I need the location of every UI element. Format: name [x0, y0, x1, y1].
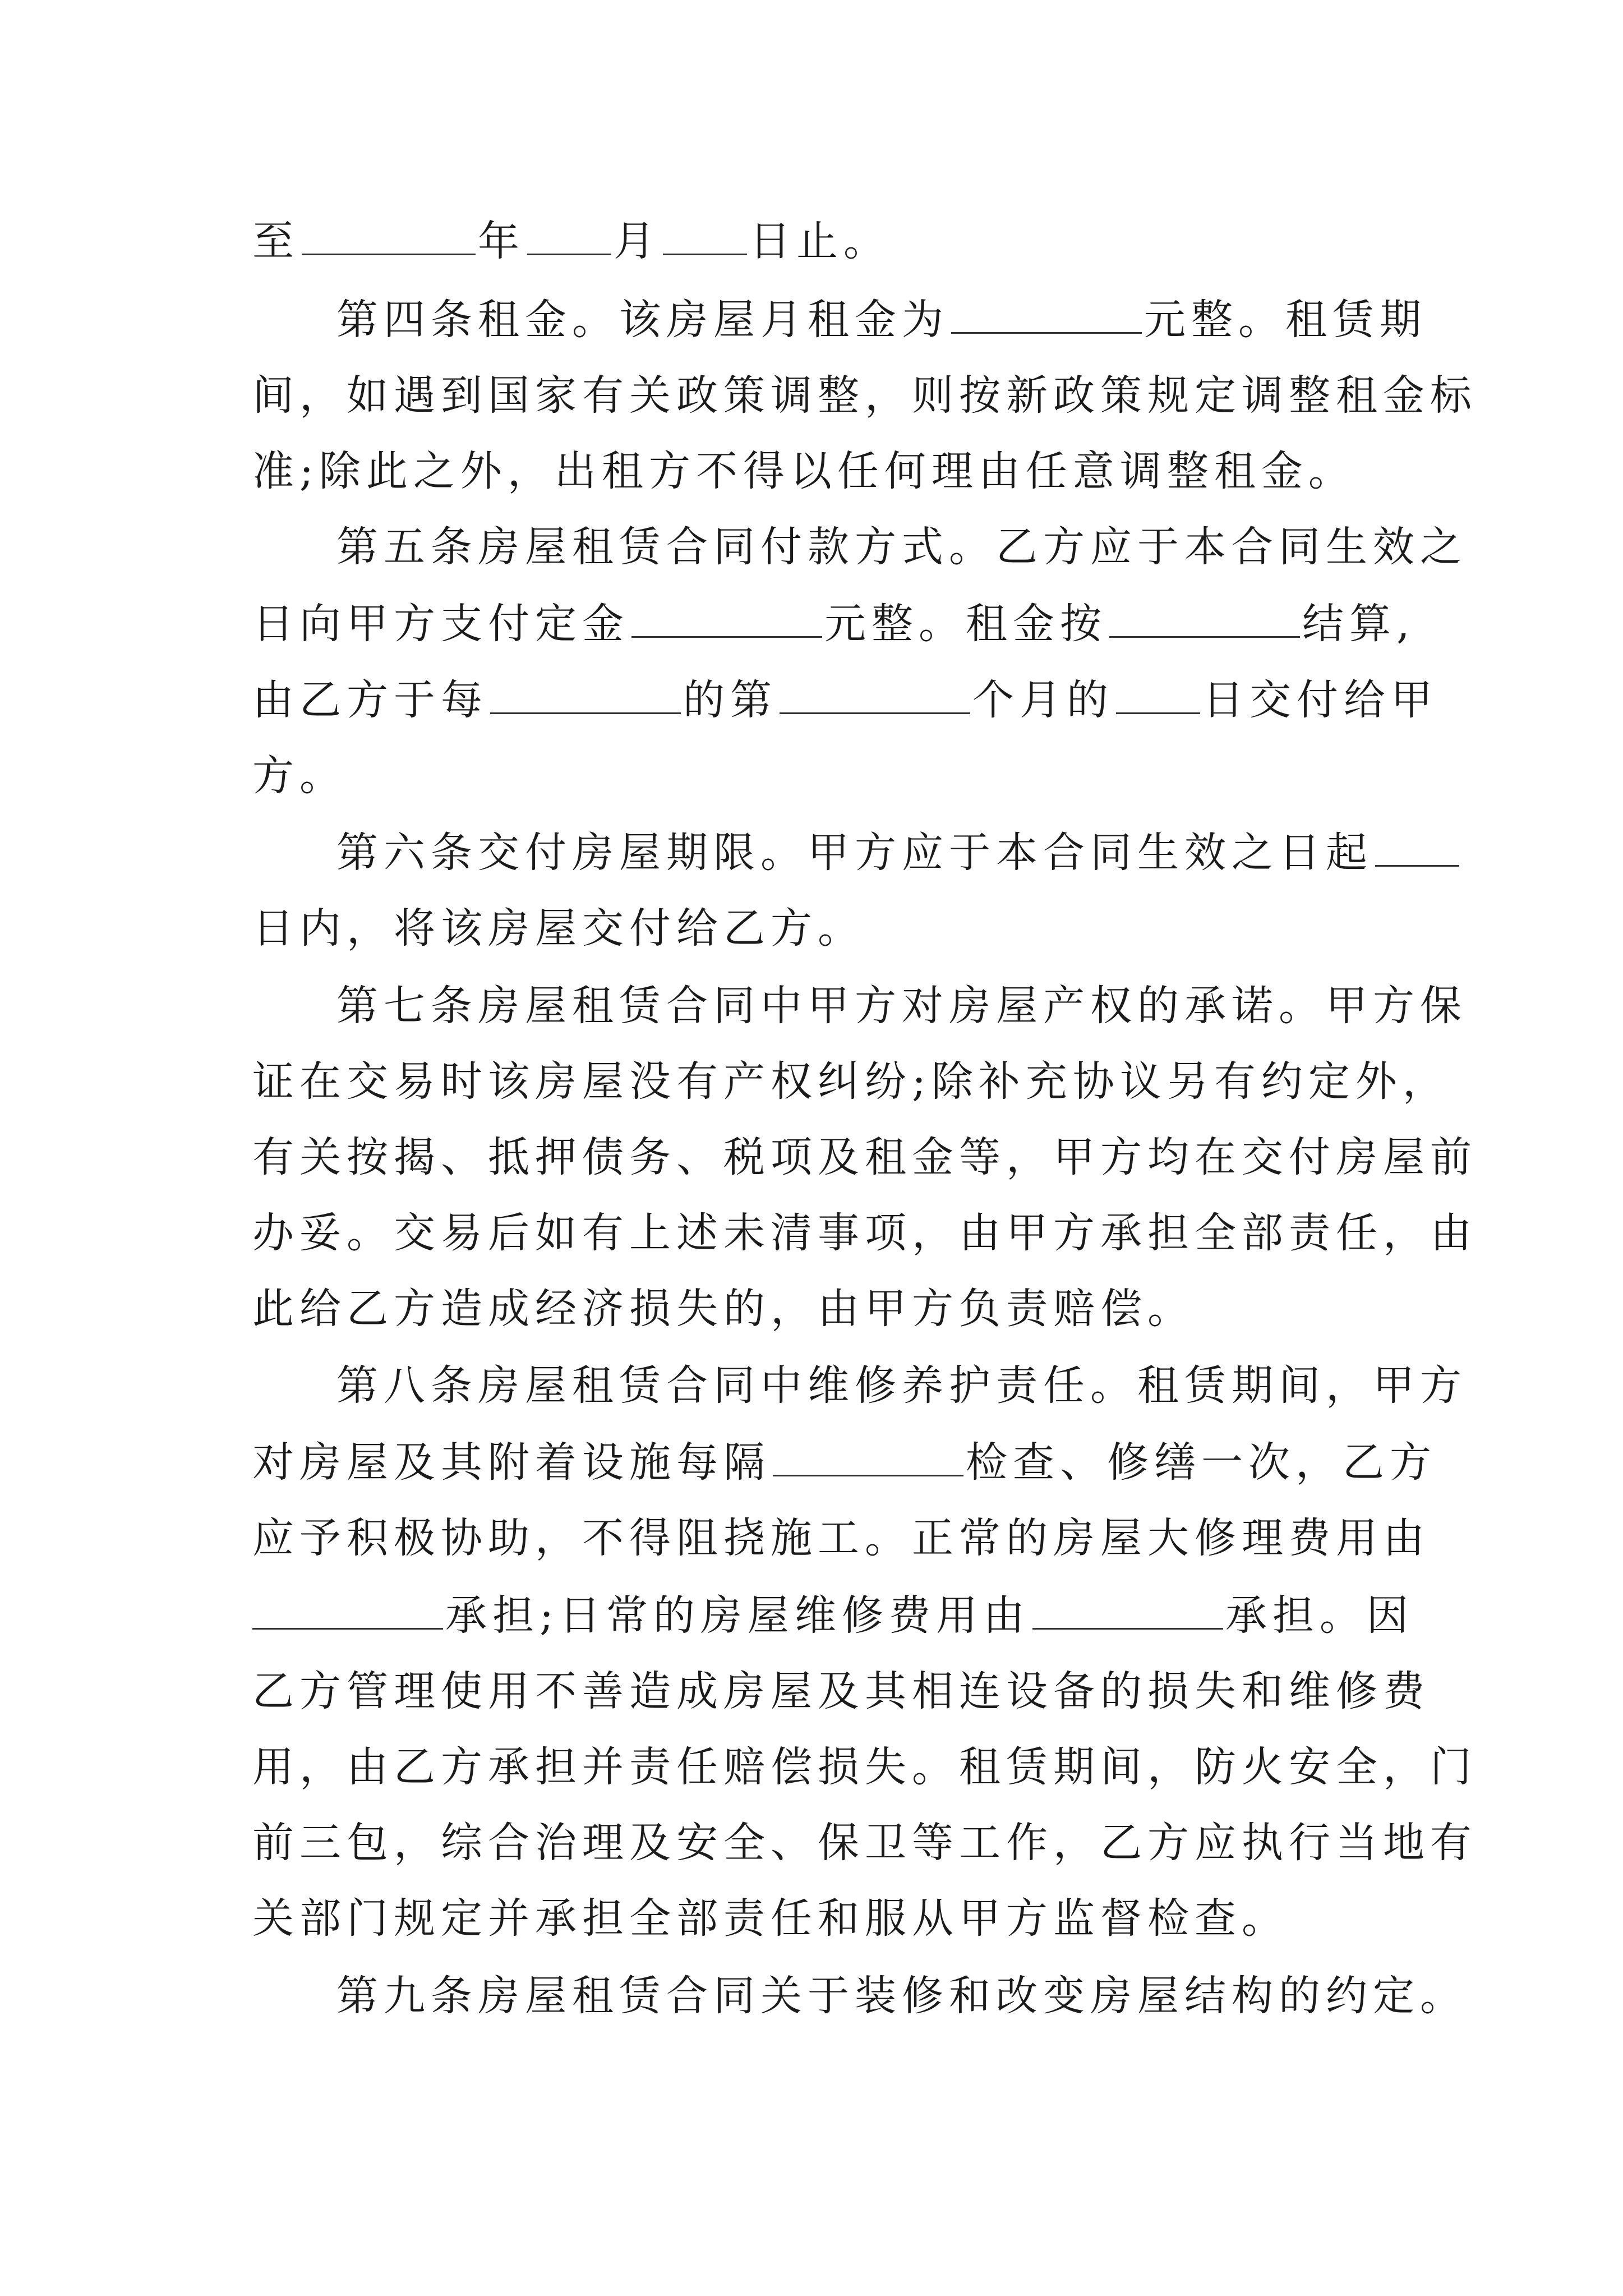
- text-run: 元整。租赁期: [1144, 296, 1427, 344]
- blank-field-deposit: [631, 597, 822, 638]
- line-21: 用，由乙方承担并责任赔偿损失。租赁期间，防火安全，门: [252, 1743, 1477, 1791]
- line-9: [336, 825, 1461, 881]
- text-run: 结算,: [1302, 600, 1415, 648]
- text-run: 检查、修缮一次，乙方: [966, 1438, 1437, 1487]
- line-19: [252, 1588, 1414, 1644]
- blank-field-rent: [951, 293, 1142, 334]
- blank-field-period: [490, 673, 681, 714]
- text-run: 第四条租金。该房屋月租金为: [336, 296, 949, 344]
- line-10: 日内，将该房屋交付给乙方。: [252, 904, 865, 953]
- line-11: 第七条房屋租赁合同中甲方对房屋产权的承诺。甲方保: [336, 982, 1467, 1030]
- line-20: 乙方管理使用不善造成房屋及其相连设备的损失和维修费: [252, 1667, 1430, 1715]
- text-run: 承担。因: [1225, 1591, 1414, 1640]
- blank-field-routine-repair-party: [1032, 1589, 1223, 1630]
- blank-field-year: [302, 214, 476, 255]
- line-8: 方。: [252, 752, 347, 800]
- text-run: 至: [252, 217, 299, 265]
- line-15: 此给乙方造成经济损失的，由甲方负责赔偿。: [252, 1285, 1195, 1333]
- text-run: 月: [614, 217, 661, 265]
- blank-field-major-repair-party: [252, 1589, 443, 1630]
- line-24: 第九条房屋租赁合同关于装修和改变房屋结构的约定。: [336, 1972, 1467, 2020]
- line-17: [252, 1434, 1437, 1490]
- blank-field-day: [663, 214, 747, 255]
- line-18: 应予积极协助，不得阻挠施工。正常的房屋大修理费用由: [252, 1514, 1430, 1562]
- line-3: 间，如遇到国家有关政策调整，则按新政策规定调整租金标: [252, 371, 1477, 420]
- text-run: 第六条交付房屋期限。甲方应于本合同生效之日起: [336, 829, 1373, 877]
- text-run: 日向甲方支付定金: [252, 600, 629, 648]
- line-23: 关部门规定并承担全部责任和服从甲方监督检查。: [252, 1894, 1289, 1943]
- line-2: [336, 292, 1427, 348]
- text-run: 元整。租金按: [824, 600, 1107, 648]
- text-run: 承担;日常的房屋维修费用由: [445, 1591, 1030, 1640]
- blank-field-month-number: [780, 673, 970, 714]
- text-run: 日交付给甲: [1202, 676, 1438, 724]
- blank-field-interval: [773, 1435, 963, 1476]
- line-13: 有关按揭、抵押债务、税项及租金等，甲方均在交付房屋前: [252, 1133, 1477, 1181]
- line-12: 证在交易时该房屋没有产权纠纷;除补充协议另有约定外，: [252, 1057, 1450, 1106]
- text-run: 日止。: [749, 217, 891, 265]
- line-6: [252, 596, 1415, 652]
- line-5: 第五条房屋租赁合同付款方式。乙方应于本合同生效之: [336, 523, 1467, 571]
- text-run: 对房屋及其附着设施每隔: [252, 1438, 771, 1487]
- line-22: 前三包，综合治理及安全、保卫等工作，乙方应执行当地有: [252, 1819, 1477, 1867]
- blank-field-month: [527, 214, 611, 255]
- blank-field-settlement: [1109, 597, 1300, 638]
- line-14: 办妥。交易后如有上述未清事项，由甲方承担全部责任，由: [252, 1209, 1477, 1257]
- text-run: 个月的: [972, 676, 1114, 724]
- line-16: 第八条房屋租赁合同中维修养护责任。租赁期间，甲方: [336, 1361, 1467, 1410]
- line-7: [252, 672, 1438, 728]
- blank-field-days: [1375, 826, 1459, 867]
- text-run: 年: [478, 217, 525, 265]
- text-run: 的第: [683, 676, 777, 724]
- text-run: 由乙方于每: [252, 676, 488, 724]
- line-4: 准;除此之外，出租方不得以任何理由任意调整租金。: [252, 447, 1355, 495]
- blank-field-day: [1116, 673, 1200, 714]
- line-1: [252, 213, 891, 269]
